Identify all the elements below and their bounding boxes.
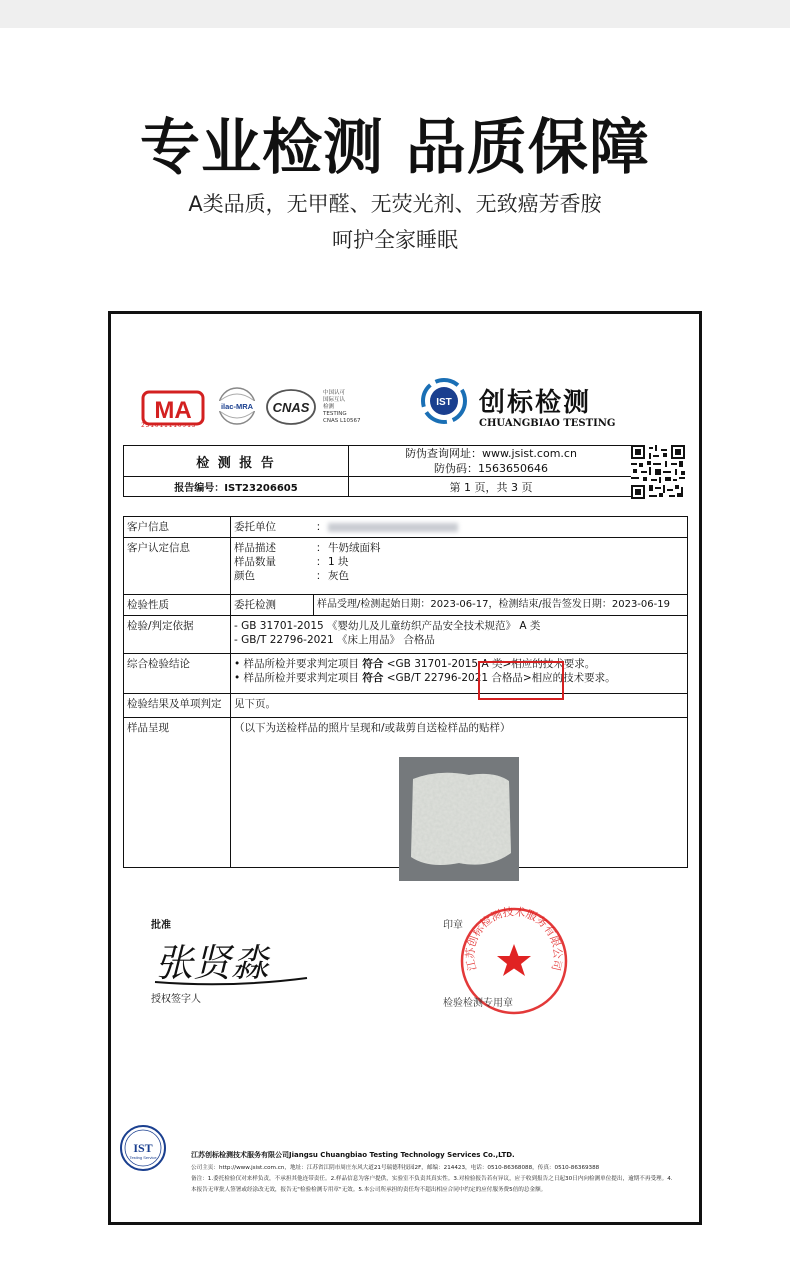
- top-bar: [0, 0, 790, 28]
- table-row: [124, 517, 688, 538]
- seal-caption: 检验检测专用章: [443, 998, 513, 1009]
- svg-text:MA: MA: [154, 397, 192, 424]
- sample-fabric-photo: [399, 757, 519, 881]
- report-number-cell: [124, 477, 349, 497]
- table-row: [124, 616, 688, 654]
- sample-show-note: （以下为送检样品的照片呈现和/或裁剪自送检样品的贴样）: [231, 718, 688, 868]
- report-number-label: 报告编号：: [174, 483, 225, 494]
- basis-label: 检验/判定依据: [124, 616, 231, 654]
- qr-code-icon: [631, 445, 685, 499]
- brand-name-en: CHUANGBIAO TESTING: [479, 418, 616, 429]
- svg-text:Testing Service: Testing Service: [129, 1155, 157, 1160]
- svg-text:江苏创标检测技术服务有限公司: 江苏创标检测技术服务有限公司: [463, 906, 565, 972]
- subtitle-line-1: A类品质，无甲醛、无荧光剂、无致癌芳香胺: [188, 192, 602, 216]
- client-unit-cell: 委托单位 ：: [231, 517, 688, 538]
- test-nature-label: 检验性质: [124, 595, 231, 616]
- table-row: [124, 595, 688, 616]
- client-unit-label: 委托单位: [234, 521, 276, 533]
- report-number: IST23206605: [224, 483, 298, 494]
- footer-note-2: 本报告无审批人签署或经涂改无效，报告无"检验检测专用章"无效。5.本公司所承担的责任均不超出相应合同中约定的应付服务费5倍的总金额。: [191, 1187, 547, 1193]
- conclusion-cell: [231, 654, 688, 694]
- client-info-label: 客户信息: [124, 517, 231, 538]
- seal-label: 印章: [443, 920, 463, 931]
- client-confirm-label: 客户认定信息: [124, 538, 231, 595]
- color-value: 灰色: [328, 570, 349, 582]
- basis-1: - GB 31701-2015 《婴幼儿及儿童纺织产品安全技术规范》 A 类: [234, 620, 541, 632]
- subtitle-line-2: 呵护全家睡眠: [332, 228, 458, 252]
- sample-qty-value: 1 块: [328, 556, 349, 568]
- verify-code: 防伪码：1563650646: [434, 462, 548, 475]
- sample-desc-value: 牛奶绒面料: [328, 542, 381, 554]
- svg-text:IST: IST: [133, 1141, 153, 1155]
- signature-image: [151, 936, 311, 988]
- verify-info: [349, 446, 634, 477]
- ist-seal-logo-icon: [119, 1124, 167, 1172]
- test-nature-value: 委托检测: [231, 595, 314, 616]
- client-confirm-cell: 样品描述 ： 牛奶绒面料 样品数量 ： 1 块 颜色 ： 灰色: [231, 538, 688, 595]
- test-dates: 样品受理/检测起始日期：2023-06-17，检测结束/报告签发日期：2023-06-19: [314, 595, 688, 616]
- table-row: [124, 654, 688, 694]
- sample-show-label: 样品呈现: [124, 718, 231, 868]
- signer-label: 授权签字人: [151, 994, 201, 1005]
- client-unit-redacted: [328, 523, 458, 532]
- svg-text:IST: IST: [436, 397, 452, 408]
- report-title: 检 测 报 告: [124, 446, 349, 477]
- page-info: 第 1 页，共 3 页: [349, 477, 634, 497]
- conclusion-1: • 样品所检并要求判定项目 符合 <GB 31701-2015 A 类>相应的技术要求。: [234, 658, 596, 670]
- table-row: [124, 694, 688, 718]
- results-label: 检验结果及单项判定: [124, 694, 231, 718]
- results-value: 见下页。: [231, 694, 688, 718]
- cnas-caption: 中国认可 国际互认 检测 TESTING CNAS L10567: [323, 390, 361, 424]
- table-row: [124, 538, 688, 595]
- highlight-box: [478, 661, 564, 700]
- verify-site: 防伪查询网址：www.jsist.com.cn: [405, 447, 577, 460]
- footer-contact: 公司主页：http://www.jsist.com.cn，地址：江苏省江阴市周庄东风大道21号瑞德科技园2F，邮编：214423，电话：0510-86368088，传真：0510-86369388: [191, 1165, 600, 1171]
- brand-name-cn: 创标检测: [479, 388, 592, 418]
- test-report-certificate: [108, 311, 702, 1225]
- conclusion-label: 综合检验结论: [124, 654, 231, 694]
- conclusion-2: • 样品所检并要求判定项目 符合 <GB/T 22796-2021 合格品>相应的技术要求。: [234, 672, 616, 684]
- cnas-text: CNAS: [272, 400, 310, 415]
- ist-brand-logo-icon: [421, 378, 467, 424]
- basis-cell: [231, 616, 688, 654]
- footer-note-1: 备注：1.委托检验仅对来样负责，不承担其他连带责任。2.样品信息为客户提供，实验室不负责其真实性。3.对检验报告若有异议，应于收到报告之日起30日内向检测单位提出，逾期不再受理。4.: [191, 1176, 673, 1182]
- approve-label: 批准: [151, 920, 171, 931]
- cma-number: 231011110913: [141, 422, 197, 429]
- cnas-logo-icon: [265, 388, 317, 426]
- ilac-text: ilac-MRA: [220, 402, 254, 411]
- basis-2: - GB/T 22796-2021 《床上用品》 合格品: [234, 634, 435, 646]
- headline: 专业检测 品质保障: [140, 113, 650, 183]
- svg-text:张贤淼: 张贤淼: [155, 941, 270, 985]
- ilac-mra-logo-icon: [215, 386, 259, 426]
- report-header-table: [123, 445, 634, 497]
- footer-company-title: 江苏创标检测技术服务有限公司Jiangsu Chuangbiao Testing Technology Services Co.,LTD.: [191, 1151, 515, 1159]
